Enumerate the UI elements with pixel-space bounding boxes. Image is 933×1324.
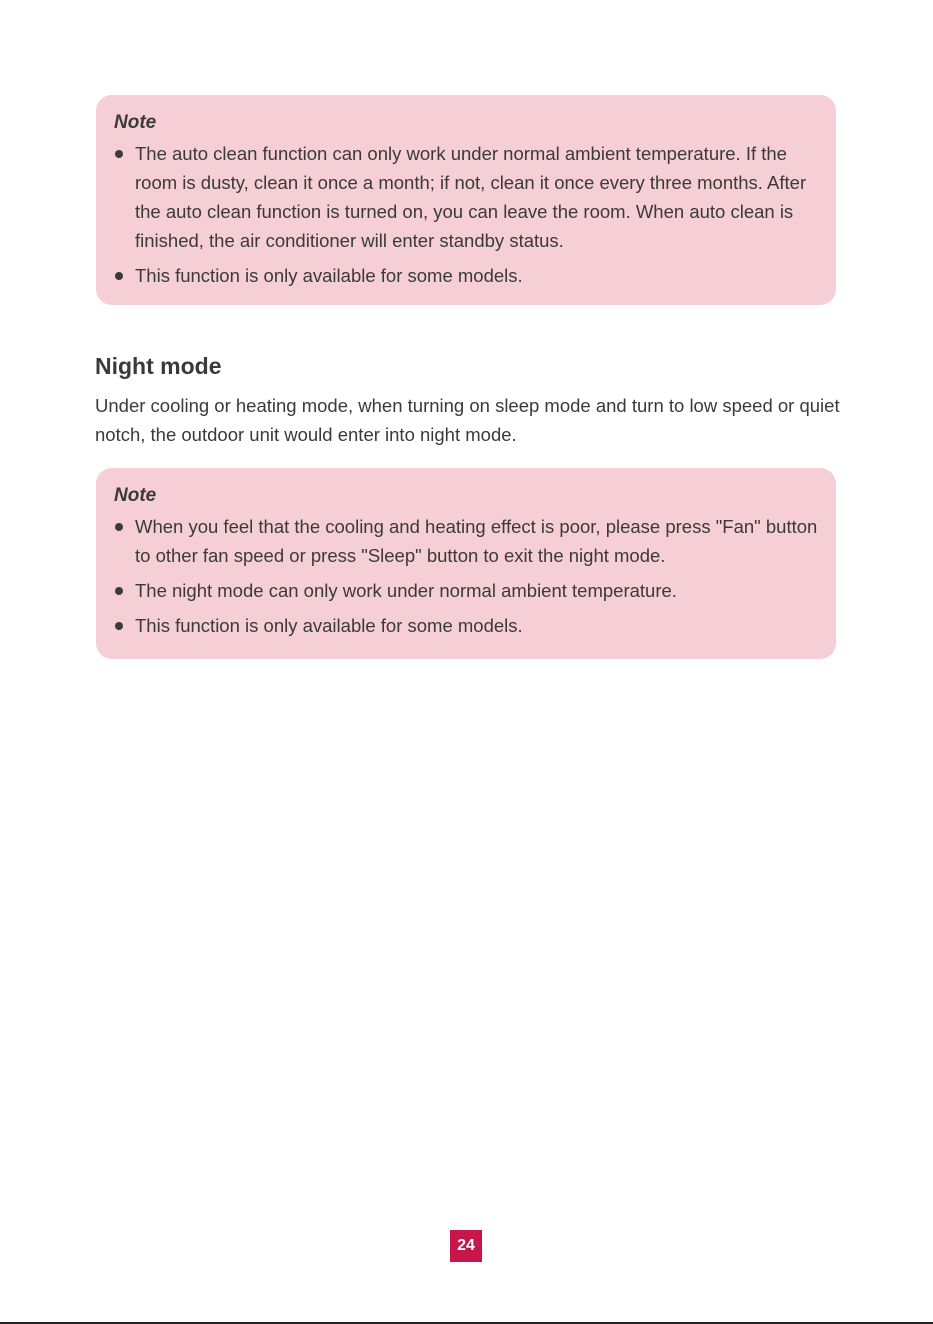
note-list xyxy=(114,139,818,290)
note-item xyxy=(114,261,818,290)
note-item xyxy=(114,139,818,255)
bullet-icon xyxy=(115,523,123,531)
note-item-text: When you feel that the cooling and heating effect is poor, please press "Fan" button to other fan speed or press "Sleep" button to exit the night mode. xyxy=(135,516,818,566)
page-number-badge: 24 xyxy=(450,1230,482,1262)
night-mode-description: Under cooling or heating mode, when turning on sleep mode and turn to low speed or quiet notch, the outdoor unit would enter into night mode. xyxy=(95,395,840,445)
night-mode-note-box xyxy=(96,468,836,659)
bullet-icon xyxy=(115,272,123,280)
auto-clean-note-box xyxy=(96,95,836,305)
note-item-text: The auto clean function can only work under normal ambient temperature. If the room is dusty, clean it once a month; if not, clean it once every three months. After the auto clean function is turned on, you can leave the room. When auto clean is finished, the air conditioner will enter standby status. xyxy=(135,143,807,251)
note-item xyxy=(114,611,818,640)
bullet-icon xyxy=(115,150,123,158)
note-item xyxy=(114,576,818,605)
note-heading: Note xyxy=(114,485,157,506)
note-item-text: The night mode can only work under normal ambient temperature. xyxy=(135,580,677,601)
note-item-text: This function is only available for some models. xyxy=(135,265,523,286)
note-heading: Note xyxy=(114,112,157,133)
bullet-icon xyxy=(115,622,123,630)
note-item xyxy=(114,512,818,570)
note-list xyxy=(114,512,818,640)
bullet-icon xyxy=(115,587,123,595)
note-item-text: This function is only available for some models. xyxy=(135,615,523,636)
section-title-night-mode: Night mode xyxy=(95,353,222,379)
